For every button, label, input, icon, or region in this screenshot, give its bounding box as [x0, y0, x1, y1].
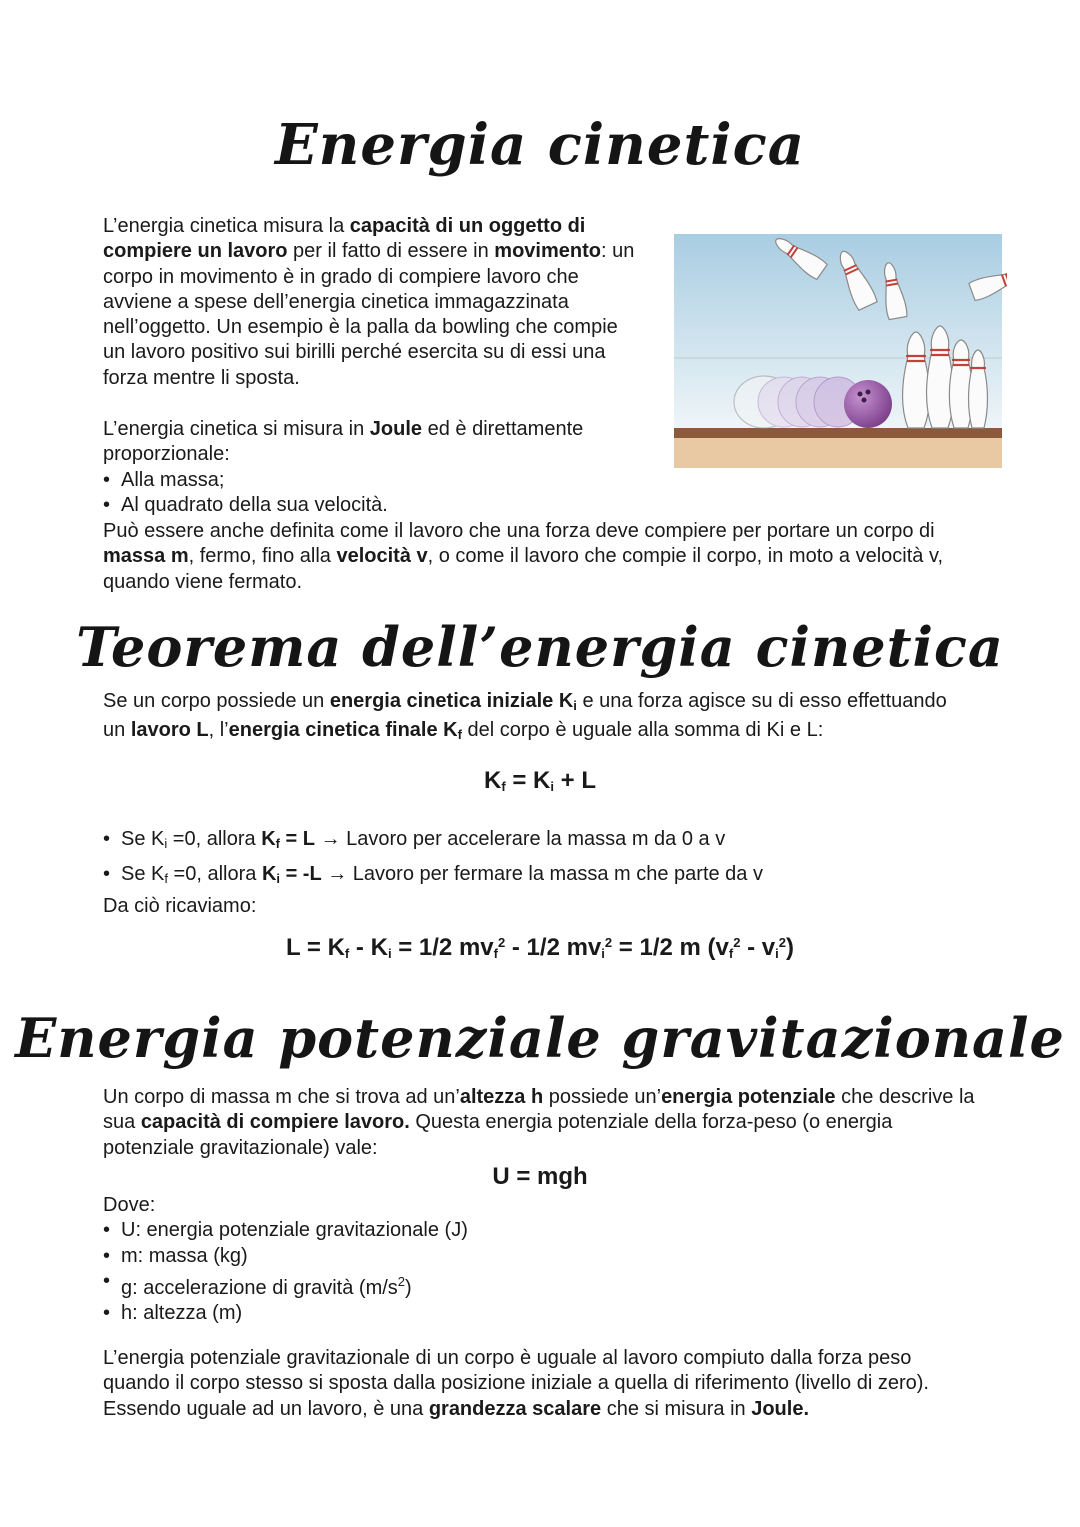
text: = 1/2 mv: [391, 934, 494, 961]
text: Questa energia potenziale della forza-peso (o energia potenziale gravitazionale) vale:: [103, 1111, 893, 1159]
text: energia cinetica finale K: [228, 719, 458, 742]
text: ): [405, 1276, 412, 1299]
s2-bullets: [103, 824, 973, 919]
bold-text: [261, 828, 315, 850]
bold-text: massa m: [103, 545, 189, 568]
text: L = K: [286, 934, 345, 961]
superscript: 2: [778, 935, 786, 950]
text: energia cinetica iniziale K: [329, 690, 574, 712]
text: K: [261, 828, 276, 850]
s3-paragraph-1: [103, 1085, 983, 1161]
text: =0, allora: [167, 863, 262, 885]
text: - K: [349, 934, 388, 961]
subscript: f: [501, 779, 506, 794]
list-item: • Al quadrato della sua velocità.: [103, 493, 638, 518]
list-item: [103, 1269, 963, 1301]
text: Se K: [121, 828, 165, 850]
subscript: f: [275, 836, 280, 851]
bold-text: energia potenziale: [661, 1086, 836, 1108]
bold-text: lavoro L: [130, 719, 209, 742]
bold-text: movimento: [494, 240, 601, 263]
list-item: • Alla massa;: [103, 468, 638, 493]
s1-paragraph-2: [103, 417, 638, 518]
bold-text: altezza h: [459, 1086, 544, 1108]
formula-teorema: [0, 767, 1080, 795]
text: =0, allora: [167, 828, 262, 850]
subscript: f: [493, 946, 498, 961]
title-energia-potenziale-gravitazionale: Energia potenziale gravitazionale: [15, 1006, 1065, 1070]
text: ed è direttamente proporzionale:: [103, 418, 584, 466]
superscript: 2: [604, 935, 613, 950]
text: K: [483, 767, 502, 794]
lane-edge: [674, 428, 1002, 438]
text: = 1/2 m (v: [612, 934, 729, 961]
s1-paragraph-3: [103, 519, 948, 595]
text: = K: [505, 767, 551, 794]
text: : un corpo in movimento è in grado di compiere lavoro che avviene a spese dell’energia cinetica immagazzinata nell’oggetto. Un esempio è la palla da bowling che compie un lavoro positivo sui birilli perché esercita su di essi una forza mentre li sposta.: [103, 240, 635, 389]
subscript: i: [276, 871, 281, 886]
text: , o come il lavoro che compie il corpo, in moto a velocità v, quando viene fermato.: [103, 545, 944, 593]
list-item: [103, 824, 973, 859]
formula-lavoro-energia: [0, 934, 1080, 962]
subscript: i: [164, 836, 168, 851]
text: Un corpo di massa m che si trova ad un’: [103, 1086, 460, 1108]
text: g: accelerazione di gravità (m/s: [121, 1276, 398, 1299]
text: che descrive la sua: [103, 1086, 975, 1134]
text: + L: [553, 767, 596, 794]
text: K: [261, 863, 277, 885]
subscript: i: [601, 946, 605, 961]
text: = -L: [280, 863, 322, 885]
subscript: f: [164, 871, 168, 886]
bold-text: [262, 863, 322, 885]
text: che si misura in: [601, 1397, 752, 1420]
text: Se un corpo possiede un: [103, 690, 330, 712]
superscript: 2: [733, 935, 741, 950]
text: → Lavoro per fermare la massa m che parte da v: [321, 863, 763, 885]
text: → Lavoro per accelerare la massa m da 0 a v: [315, 828, 726, 850]
formula-energia-potenziale: U = mgh: [492, 1163, 588, 1190]
text: - 1/2 mv: [505, 934, 602, 961]
text: Da ciò ricaviamo:: [103, 895, 257, 917]
text: L’energia cinetica misura la: [103, 215, 350, 237]
ball-motion-trail: [734, 376, 862, 428]
bold-text: capacità di compiere lavoro.: [140, 1111, 410, 1134]
subscript: i: [775, 946, 779, 961]
text: , fermo, fino alla: [188, 545, 337, 568]
list-item: • U: energia potenziale gravitazionale (J): [103, 1218, 963, 1243]
subscript: i: [387, 946, 392, 961]
s1-paragraph-1: [103, 214, 638, 391]
text: Se K: [121, 863, 165, 885]
superscript: 2: [497, 935, 506, 950]
text: L’energia cinetica si misura in: [103, 418, 370, 440]
subscript: f: [344, 946, 350, 961]
text: - v: [740, 934, 776, 961]
bold-text: grandezza scalare: [428, 1397, 602, 1420]
s2-paragraph-1: [103, 689, 973, 748]
subscript: i: [550, 779, 554, 794]
bowling-ball-icon: [844, 380, 892, 428]
list-item: • h: altezza (m): [103, 1301, 963, 1326]
bold-text: velocità v: [336, 545, 428, 568]
list-item: [103, 859, 973, 894]
text: possiede un’: [543, 1086, 662, 1108]
text: Può essere anche definita come il lavoro che una forza deve compiere per portare un corpo di: [103, 520, 935, 542]
text: per il fatto di essere in: [287, 240, 495, 263]
text: , l’: [208, 719, 229, 742]
bold-text: Joule.: [751, 1397, 809, 1420]
text: del corpo è uguale alla somma di Ki e L:: [461, 719, 824, 742]
text: = L: [280, 828, 316, 850]
subscript: i: [573, 698, 577, 713]
subscript: f: [728, 946, 734, 961]
superscript: 2: [397, 1273, 406, 1289]
text: e una forza agisce su di esso effettuando un: [103, 690, 947, 742]
bowling-illustration: [672, 232, 1007, 472]
s3-definitions: [103, 1193, 963, 1326]
bold-text: Joule: [369, 418, 423, 440]
title-energia-cinetica: Energia cinetica: [275, 112, 805, 178]
bold-text: [330, 690, 577, 712]
lane-floor: [674, 438, 1002, 468]
subscript: f: [457, 727, 462, 743]
title-teorema-energia-cinetica: Teorema dell’energia cinetica: [76, 615, 1004, 679]
text: ): [785, 934, 794, 961]
s3-paragraph-2: [103, 1346, 983, 1422]
list-item: • m: massa (kg): [103, 1244, 963, 1269]
text: Dove:: [103, 1194, 156, 1216]
bold-text: [229, 719, 462, 741]
bold-text: capacità di un oggetto di compiere un lavoro: [103, 215, 586, 263]
text: L’energia potenziale gravitazionale di un corpo è uguale al lavoro compiuto dalla forza peso quando il corpo stesso si sposta dalla posizione iniziale a quella di riferimento (livello di zero). Essendo uguale ad un lavoro, è una: [103, 1347, 929, 1420]
